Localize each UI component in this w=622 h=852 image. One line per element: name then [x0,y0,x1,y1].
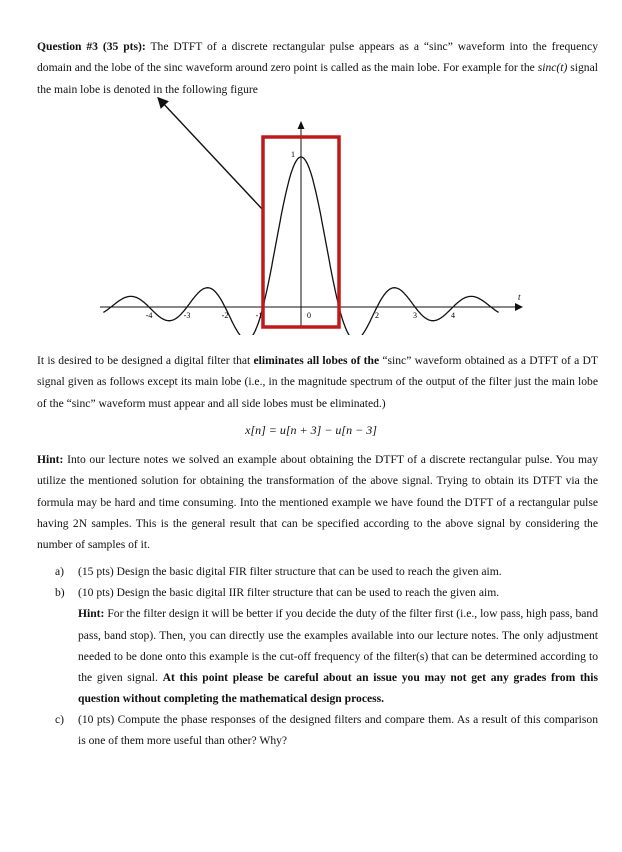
question-paragraph [37,36,598,100]
pointer-arrow [161,101,263,210]
tick-label: 1 [337,311,341,320]
item-c-text: (10 pts) Compute the phase responses of the designed filters and compare them. As a result of this comparison is one of them more useful than other? Why? [78,713,598,748]
item-c-label: c) [55,713,65,726]
item-b-hint [78,603,598,709]
item-b-hint-bold: At this point please be careful about an issue you may not get any grades from this question without completing the mathematical design process. [78,671,598,706]
tick-label: -2 [221,311,229,320]
item-b-hint-text: For the filter design it will be better if you decide the duty of the filter first (i.e., low pass, high pass, band pass, band stop). Then, you can directly use the examples available into our lecture notes. The only adjustment needed to be done onto this example is the cut-off frequency of the filter(s) that can be determined according to the given signal. [78,607,598,685]
desired-text-1: It is desired to be designed a digital filter that [37,354,251,367]
item-a-text: (15 pts) Design the basic digital FIR filter structure that can be used to reach the given aim. [78,565,502,578]
question-intro-2: signal the main lobe is denoted in the following figure [37,61,598,96]
t-axis-label: t [518,292,521,302]
question-intro-1: The DTFT of a discrete rectangular pulse appears as a “sinc” waveform into the frequency domain and the lobe of the sinc waveform around zero point is called as the main lobe. For example for the [37,40,598,75]
tick-label: -3 [183,311,191,320]
tick-label: 3 [413,311,417,320]
tick-label: 0 [307,311,311,320]
desired-paragraph [37,350,598,414]
item-b-hint-label: Hint: [78,607,105,621]
tick-label: 2 [375,311,379,320]
hint-label: Hint: [37,453,64,466]
item-b-body [78,582,598,710]
question-label: Question #3 (35 pts): [37,40,146,53]
sinc-symbol: sinc(t) [537,61,568,75]
sinc-figure [95,95,535,335]
item-b-label: b) [55,586,65,599]
peak-label: 1 [291,150,295,159]
item-a-label: a) [55,565,65,578]
tick-label: -4 [145,311,153,320]
hint-text: Into our lecture notes we solved an example about obtaining the DTFT of a discrete rectangular pulse. You may utilize the mentioned solution for obtaining the transformation of the above signal. Trying to obtain its DTFT via the formula may be hard and time consuming. Into the mentioned example we have found the DTFT of a rectangular pulse having 2N samples. This is the general result that can be specified according to the above signal by considering the number of samples of it. [37,453,598,552]
tick-label: -1 [255,311,263,320]
tick-label: 4 [451,311,455,320]
item-b-text: (10 pts) Design the basic digital IIR filter structure that can be used to reach the given aim. [78,586,500,599]
tick-labels [146,311,455,320]
desired-bold: eliminates all lobes of the [253,354,380,367]
signal-equation: x[n] = u[n + 3] − u[n − 3] [245,423,377,437]
desired-text-2: “sinc” waveform obtained as a DTFT of a DT signal given as follows except its main lobe (i.e., in the magnitude spectrum of the output of the filter just the main lobe of the “sinc” waveform must appear and all side lobes must be eliminated.) [37,354,598,410]
hint-paragraph [37,449,598,555]
t-axis-arrow [515,303,523,311]
y-axis-arrow [298,121,305,129]
